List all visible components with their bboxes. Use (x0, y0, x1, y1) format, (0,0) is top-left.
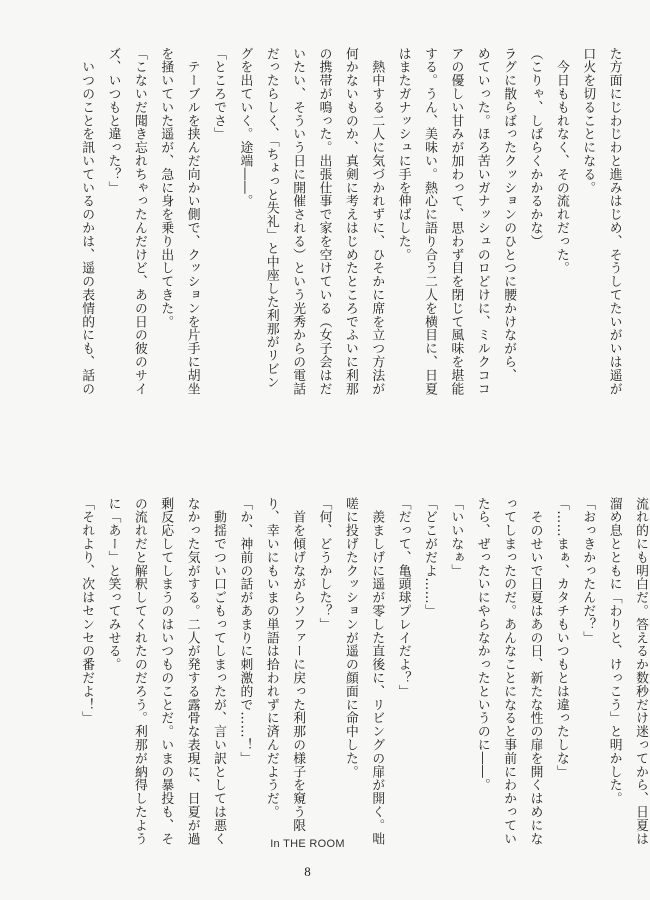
bottom-text-column: 流れ的にも明白だ。答えるか数秒だけ迷ってから、日夏は (633, 497, 649, 846)
bottom-text-column: 首を傾げながらソファーに戻った利那の様子を窺う限 (290, 497, 306, 832)
bottom-text-column: 「何、どうかした？」 (316, 497, 332, 631)
top-text-column: 口火を切ることになる。 (580, 47, 596, 195)
top-text-column: テーブルを挟んだ向かい側で、クッションを片手に胡坐 (184, 47, 200, 396)
bottom-text-column: 「いいなぁ」 (448, 497, 464, 578)
bottom-text-column: に「あー」と笑ってみせる。 (105, 497, 121, 672)
top-text-column: を掻いていた遥が、急に身を乗り出してきた。 (158, 47, 174, 329)
bottom-text-column: 剰反応してしまうのはいつものことだ。いまの暴投も、そ (158, 497, 174, 846)
top-text-column: 「こないだ聞き忘れちゃったんだけど、あの日の彼のサイ (131, 47, 147, 396)
bottom-text-column: 溜め息とともに「わりと、けっこう」と明かした。 (606, 497, 622, 806)
top-text-column: いつのことを訊いているのかは、遥の表情的にも、話の (79, 47, 95, 396)
top-text-column: はまたガナッシュに手を伸ばした。 (395, 47, 411, 262)
bottom-text-column: たら、ぜったいにやらなかったというのに――。 (474, 497, 490, 792)
bottom-text-column: 「……まぁ、カタチもいつもとは違ったしな」 (553, 497, 569, 779)
top-text-column: 何かないものか、真剣に考えはじめたところでふいに利那 (342, 47, 358, 396)
top-text-column: めていった。ほろ苦いガナッシュのロどけに、ミルクココ (474, 47, 490, 396)
top-text-column: だったらしく、「ちょっと失礼」と中座した利那がリビン (263, 47, 279, 389)
top-text-column: グを出ていく。途端――。 (237, 47, 253, 208)
bottom-text-column: そのせいで日夏はあの日、新たな性の扉を開くはめにな (527, 497, 543, 846)
bottom-text-column: 「それより、次はセンセの番だよ！」 (79, 497, 95, 725)
top-text-column: いたい、そういう日に開催される）という光秀からの電話 (290, 47, 306, 396)
top-text-column: する。うん、美味い。熱心に語り合う二人を横目に、日夏 (422, 47, 438, 396)
top-text-column: 熱中する二人に気づかれずに、ひそかに席を立つ方法が (369, 47, 385, 396)
top-text-column: アの優しい甘みが加わって、思わず目を閉じて風味を堪能 (448, 47, 464, 396)
page-number: 8 (304, 864, 311, 879)
top-text-column: ラグに散らばったクッションのひとつに腰かけながら、 (501, 47, 517, 382)
running-title: In THE ROOM (270, 838, 345, 850)
top-text-column: 「ところでさ」 (211, 47, 227, 141)
top-text-column: ズ、いつもと違った？」 (105, 47, 121, 195)
bottom-text-column: 動揺でつい口ごもってしまったが、言い訳としては悪く (211, 497, 227, 846)
bottom-text-column: 「どこがだよ……」 (422, 497, 438, 618)
text-block-top (76, 47, 624, 407)
bottom-text-column: ってしまったのだ。あんなことになると事前にわかってい (501, 497, 517, 846)
bottom-text-column: 「おっきかったんだ？」 (580, 497, 596, 645)
top-text-column: た方面にじわじわと進みはじめ、そうしてたいがいは遥が (606, 47, 622, 396)
bottom-text-column: 羨ましげに遥が零した直後に、リビングの扉が開く。咄 (369, 497, 385, 846)
top-text-column: 今日ももれなく、その流れだった。 (553, 47, 569, 275)
bottom-text-column: 「だって、亀頭球プレイだよ？」 (395, 497, 411, 698)
bottom-text-column: なかった気がする。二人が発する露骨な表現に、日夏が過 (184, 497, 200, 846)
bottom-text-column: 嗟に投げたクッションが遥の顔面に命中した。 (342, 497, 358, 779)
top-text-column: （こりゃ、しばらくかかるかな） (527, 47, 543, 248)
bottom-text-column: り、幸いにもいまの単語は拾われずに済んだようだ。 (263, 497, 279, 819)
bottom-text-column: 「か、神前の話があまりに刺激的で……！」 (237, 497, 253, 765)
top-text-column: の携帯が鳴った。出張仕事で家を空けている（女子会はだ (316, 47, 332, 396)
bottom-text-column: の流れだと解釈してくれたのだろう。利那が納得したよう (131, 497, 147, 846)
